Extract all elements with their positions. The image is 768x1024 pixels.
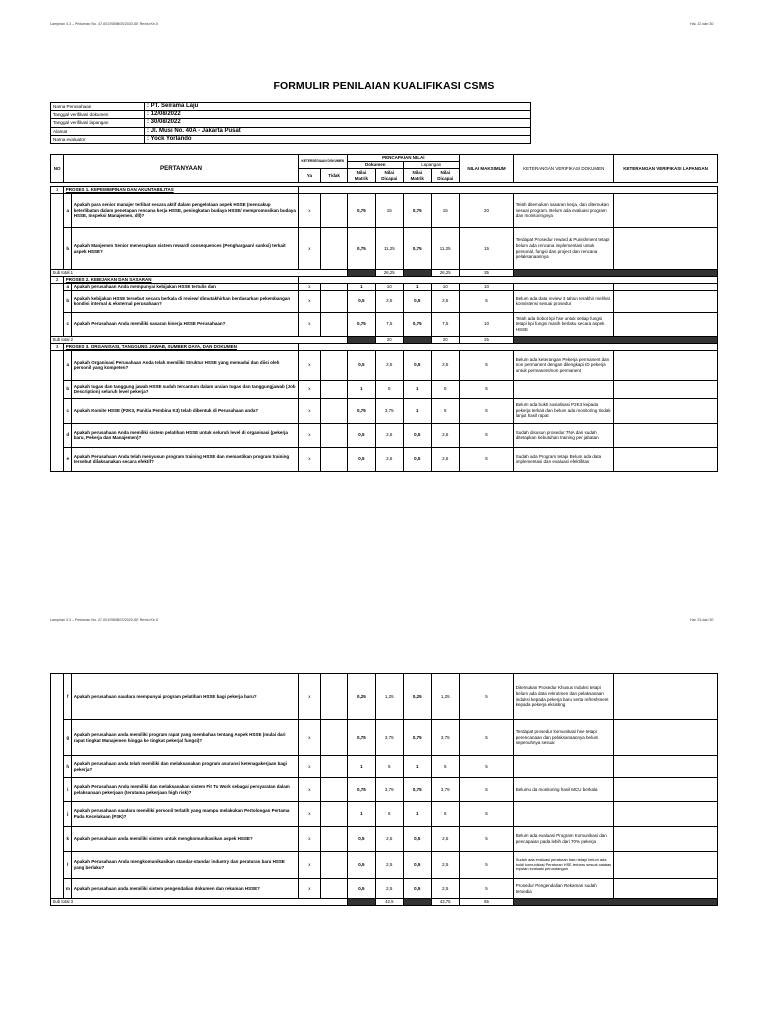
nilai-matrik: 0,75: [347, 228, 375, 270]
row-letter: b: [64, 228, 72, 270]
nilai-matrik: 0,75: [347, 778, 375, 802]
nilai-maksimum: 5: [459, 674, 514, 720]
row-letter: c: [64, 398, 72, 423]
keterangan-lapangan: [614, 447, 718, 471]
tidak-mark: [321, 228, 348, 270]
header-ya: Ya: [298, 169, 321, 183]
ya-mark: x: [298, 350, 321, 380]
row-letter: i: [64, 778, 72, 802]
nilai-dicapai: 2,5: [431, 350, 459, 380]
table-row: [51, 194, 718, 228]
nilai-dicapai: 5: [431, 802, 459, 827]
tidak-mark: [321, 350, 348, 380]
keterangan-dokumen: Belumu da monitoring hasil MCU berkala: [514, 778, 614, 802]
nilai-dicapai: 2,5: [375, 423, 403, 447]
tidak-mark: [321, 312, 348, 336]
header-pertanyaan: PERTANYAAN: [64, 155, 298, 183]
nilai-matrik: 1: [403, 756, 431, 778]
nilai-dicapai: 1,25: [375, 674, 403, 720]
nilai-dicapai: 15: [431, 194, 459, 228]
nilai-matrik: 0,75: [403, 778, 431, 802]
info-row: [51, 119, 531, 127]
keterangan-dokumen: Belum ada evaluasi Program Komunikasi dan pencapaian pada lebih dari 70% pekerja: [514, 827, 614, 852]
table-row: [51, 398, 718, 423]
tidak-mark: [321, 879, 348, 899]
keterangan-lapangan: [614, 228, 718, 270]
row-letter: h: [64, 756, 72, 778]
keterangan-dokumen: Telah ada bobot kpi hse untuk setiap fungsi tetapi kpi fungsi masih berlaku secara aspek HSSE: [514, 312, 614, 336]
question-text: Apakah perusahaan saudara memiliki personil terlatih yang mampu melakukan Pertolongan Pertama Pada Kecelakaan (P3K)?: [72, 802, 298, 827]
nilai-matrik: 0,5: [347, 879, 375, 899]
section-title: PROSES 2. KEBIJAKAN DAN SASARAN: [64, 277, 298, 284]
info-label: Alamat: [51, 127, 145, 135]
nilai-dicapai: 7,5: [375, 312, 403, 336]
page-header-left: Lampiran 3.3 – Pedoman No. 47-001/SB0B0S/2020-SE Revisi Ke-0: [50, 618, 159, 622]
nilai-dicapai: 1,25: [431, 674, 459, 720]
subtotal-dicapai: 26,25: [375, 270, 403, 277]
keterangan-dokumen: Belum ada data review 3 tahun terakhir melihat konsistensi sesuai prosedur: [514, 290, 614, 312]
header-nilai-dicapai: Nilai Dicapai: [375, 169, 403, 183]
subtotal-label: Sub total 1: [51, 270, 348, 277]
page-number: Hal. 22 dari 30: [690, 22, 714, 26]
tidak-mark: [321, 802, 348, 827]
subtotal-row: [51, 899, 718, 906]
row-letter: l: [64, 852, 72, 879]
keterangan-dokumen: Prosedur Pengendalian Rekaman sudah tersedia: [514, 879, 614, 899]
info-row: [51, 135, 531, 143]
nilai-matrik: 0,5: [403, 879, 431, 899]
keterangan-dokumen: Belum ada bukti sosialisasi P2K3 kepada pekerja terkait dan belum ada monitoring tindak lanjut hasil rapat: [514, 398, 614, 423]
nilai-dicapai: 15: [375, 194, 403, 228]
table-row: [51, 284, 718, 291]
nilai-dicapai: 5: [431, 380, 459, 398]
tidak-mark: [321, 720, 348, 756]
keterangan-lapangan: [614, 879, 718, 899]
nilai-dicapai: 2,5: [431, 290, 459, 312]
question-text: Apakah Komite HSSE (P2K3, Panitia Pembina K3) telah dibentuk di Perusahaan anda?: [72, 398, 298, 423]
info-row: [51, 111, 531, 119]
table-row: [51, 802, 718, 827]
question-text: Apakah Manjemen Senior menerapkan sistem reward/ consequences (Penghargaan/ sanksi) terkait aspek HSSE?: [72, 228, 298, 270]
nilai-matrik: 0,5: [347, 827, 375, 852]
header-lapangan: Lapangan: [403, 162, 459, 169]
header-pencapaian: PENCAPAIAN NILAI: [347, 155, 459, 162]
keterangan-dokumen: Sudah ada Program tetapi Belum ada data implementasi dan evaluasi efektifitas: [514, 447, 614, 471]
header-nilai-matrik: Nilai Matrik: [347, 169, 375, 183]
nilai-matrik: 0,25: [403, 674, 431, 720]
subtotal-row: [51, 270, 718, 277]
nilai-matrik: 0,5: [403, 423, 431, 447]
tidak-mark: [321, 284, 348, 291]
nilai-dicapai: 2,5: [431, 879, 459, 899]
nilai-matrik: 1: [403, 398, 431, 423]
nilai-dicapai: 10: [375, 284, 403, 291]
nilai-matrik: 0,75: [403, 312, 431, 336]
tidak-mark: [321, 423, 348, 447]
question-text: Apakah perusahaan anda memiliki program rapat yang membahas tentang Aspek HSSE (mulai dari rapat tingkat Manajemen hingga ke tingkat pekerja/ fungsi)?: [72, 720, 298, 756]
ya-mark: x: [298, 756, 321, 778]
row-no-cell: [51, 674, 64, 899]
keterangan-lapangan: [614, 802, 718, 827]
nilai-maksimum: 5: [459, 852, 514, 879]
section-number: 3: [51, 343, 64, 350]
ya-mark: x: [298, 720, 321, 756]
nilai-maksimum: 10: [459, 284, 514, 291]
tidak-mark: [321, 290, 348, 312]
subtotal-label: Sub total 3: [51, 899, 348, 906]
nilai-dicapai: 2,5: [431, 423, 459, 447]
nilai-matrik: 0,5: [403, 827, 431, 852]
ya-mark: x: [298, 827, 321, 852]
nilai-matrik: 1: [347, 802, 375, 827]
ya-mark: x: [298, 423, 321, 447]
section-filler: [298, 277, 717, 284]
question-text: Apakah perusahaan anda memiliki sistem pengendalian dokumen dan rekaman HSSE?: [72, 879, 298, 899]
question-text: Apakah perusahaan anda telah memiliki dan melaksanakan program asuransi ketenagakerjaan bagi pekerja?: [72, 756, 298, 778]
keterangan-lapangan: [614, 284, 718, 291]
nilai-dicapai: 2,5: [375, 827, 403, 852]
table-row: [51, 380, 718, 398]
nilai-matrik: 0,75: [347, 194, 375, 228]
keterangan-dokumen: Belum ada keterangan Pekerja permanent dan non permanent dengan dilengkapi ID pekerja untuk permanent/non permanent: [514, 350, 614, 380]
ya-mark: x: [298, 802, 321, 827]
tidak-mark: [321, 398, 348, 423]
section-number: 1: [51, 187, 64, 194]
nilai-maksimum: 5: [459, 380, 514, 398]
nilai-maksimum: 5: [459, 423, 514, 447]
section-number: 2: [51, 277, 64, 284]
nilai-dicapai: 11,25: [431, 228, 459, 270]
keterangan-lapangan: [614, 350, 718, 380]
nilai-maksimum: 5: [459, 720, 514, 756]
nilai-dicapai: 2,5: [375, 879, 403, 899]
keterangan-lapangan: [614, 852, 718, 879]
subtotal-dark-cell: [514, 899, 718, 906]
nilai-matrik: 1: [347, 284, 375, 291]
subtotal-dicapai: 26,25: [431, 270, 459, 277]
ya-mark: x: [298, 380, 321, 398]
keterangan-lapangan: [614, 380, 718, 398]
form-title: FORMULIR PENILAIAN KUALIFIKASI CSMS: [273, 80, 495, 92]
question-text: Apakah Organisasi Perusahaan Anda telah memiliki Struktur HSSE yang memadai dan diisi oleh personil yang kompeten?: [72, 350, 298, 380]
table-row: [51, 350, 718, 380]
nilai-matrik: 0,5: [347, 852, 375, 879]
nilai-matrik: 0,5: [347, 350, 375, 380]
assessment-table-page1: [50, 154, 718, 472]
question-text: Apakah perusahaan Anda memiliki sistem pelatihan HSSE untuk seluruh level di organisasi (pekerja baru, Pekerja dan Manajemen)?: [72, 423, 298, 447]
info-value: : 30/08/2022: [145, 119, 531, 127]
question-text: Apakah Perusahaan Anda mengkomunikasikan standar-standar industry dan peraturan baru HSSE yang berlaku?: [72, 852, 298, 879]
info-value: : Yock Yorlando: [145, 135, 531, 143]
keterangan-lapangan: [614, 720, 718, 756]
ya-mark: x: [298, 228, 321, 270]
nilai-matrik: 0,5: [403, 290, 431, 312]
ya-mark: x: [298, 447, 321, 471]
row-letter: f: [64, 674, 72, 720]
nilai-matrik: 0,5: [347, 423, 375, 447]
header-ket-dokumen: KETERANGAN VERIFIKASI DOKUMEN: [514, 155, 614, 183]
nilai-dicapai: 3,75: [375, 778, 403, 802]
keterangan-dokumen: Terdapat Prosedur reward & Punishment tetapi belum ada rencana implementasi untuk personal, fungsi dan project dan rencana pelaksanaannya: [514, 228, 614, 270]
info-label: Tanggal verifikasi dokumen: [51, 111, 145, 119]
nilai-matrik: 0,5: [347, 290, 375, 312]
tidak-mark: [321, 827, 348, 852]
row-letter: b: [64, 290, 72, 312]
keterangan-dokumen: Sudah ada evaluasi peraturan baru tetapi belum ada bukti komunikasi Peraturan HSE terbaru sesuai catatan inputan evaluasi perundangan: [514, 852, 614, 879]
keterangan-lapangan: [614, 674, 718, 720]
ya-mark: x: [298, 290, 321, 312]
nilai-dicapai: 2,5: [431, 827, 459, 852]
question-text: Apakah Perusahaan Anda telah menyusun program training HSSE dan memastikan program training tersebut dilaksanakan secara efektif?: [72, 447, 298, 471]
nilai-maksimum: 20: [459, 194, 514, 228]
ya-mark: x: [298, 674, 321, 720]
nilai-matrik: 0,75: [403, 720, 431, 756]
subtotal-dark-cell: [514, 336, 718, 343]
keterangan-dokumen: Ditemukan Prosedur Khusus Induksi tetapi belum ada data rekrutmen dan pelaksanaan induksi kepada pekerja baru serta refreshment kepada pekerja eksisting: [514, 674, 614, 720]
nilai-dicapai: 2,5: [375, 290, 403, 312]
ya-mark: x: [298, 778, 321, 802]
row-letter: a: [64, 284, 72, 291]
table-row: [51, 228, 718, 270]
nilai-dicapai: 3,75: [431, 720, 459, 756]
row-letter: c: [64, 312, 72, 336]
subtotal-dark-cell: [514, 270, 718, 277]
subtotal-dark-cell: [403, 336, 431, 343]
keterangan-dokumen: Terdapat prosedur komunikasi hse tetapi perencanaan dan pelaksanaannya belum sepenuhnya sesuai: [514, 720, 614, 756]
nilai-matrik: 0,75: [347, 312, 375, 336]
subtotal-dark-cell: [403, 899, 431, 906]
subtotal-dicapai: 43,75: [431, 899, 459, 906]
nilai-maksimum: 5: [459, 756, 514, 778]
ya-mark: x: [298, 312, 321, 336]
table-row: [51, 827, 718, 852]
nilai-matrik: 1: [347, 380, 375, 398]
header-nilai-dicapai: Nilai Dicapai: [431, 169, 459, 183]
subtotal-maksimum: 65: [459, 899, 514, 906]
nilai-maksimum: 5: [459, 827, 514, 852]
question-text: Apakah perusahaan anda memiliki sistem untuk mengkomunikasikan aspek HSSE?: [72, 827, 298, 852]
nilai-dicapai: 5: [431, 756, 459, 778]
ya-mark: x: [298, 852, 321, 879]
nilai-dicapai: 3,75: [431, 778, 459, 802]
subtotal-dicapai: 42,5: [375, 899, 403, 906]
row-letter: a: [64, 194, 72, 228]
nilai-dicapai: 10: [431, 284, 459, 291]
question-text: Apakah perusahaan Anda mempunyai kebijakan HSSE tertulis dan: [72, 284, 298, 291]
row-no-cell: [51, 194, 64, 270]
nilai-maksimum: 5: [459, 879, 514, 899]
ya-mark: x: [298, 194, 321, 228]
question-text: Apakah kebijakan HSSE tersebut secara berkala di review/ dimutakhirkan berdasarkan pekembangan kondisi internal & eksternal perusahaan?: [72, 290, 298, 312]
tidak-mark: [321, 674, 348, 720]
table-row: [51, 720, 718, 756]
info-row: [51, 127, 531, 135]
question-text: Apakah perusahaan saudara mempunyai program pelatihan HSSE bagi pekerja baru?: [72, 674, 298, 720]
nilai-matrik: 0,5: [403, 852, 431, 879]
nilai-dicapai: 2,5: [375, 447, 403, 471]
section-title: PROSES 1. KEPEMIMPINAN DAN AKUNTABILITAS: [64, 187, 298, 194]
info-label: Nama evaluator: [51, 135, 145, 143]
nilai-dicapai: 2,5: [431, 447, 459, 471]
table-row: [51, 674, 718, 720]
header-nilai-matrik: Nilai Matrik: [403, 169, 431, 183]
nilai-matrik: 0,75: [403, 194, 431, 228]
tidak-mark: [321, 447, 348, 471]
info-label: Nama Perusahaan: [51, 103, 145, 111]
nilai-maksimum: 10: [459, 312, 514, 336]
nilai-matrik: 1: [403, 380, 431, 398]
keterangan-lapangan: [614, 398, 718, 423]
subtotal-dark-cell: [347, 270, 375, 277]
subtotal-dark-cell: [403, 270, 431, 277]
row-no-cell: [51, 284, 64, 337]
tidak-mark: [321, 194, 348, 228]
table-row: [51, 290, 718, 312]
tidak-mark: [321, 756, 348, 778]
keterangan-lapangan: [614, 827, 718, 852]
subtotal-label: Sub total 2: [51, 336, 348, 343]
nilai-dicapai: 5: [431, 398, 459, 423]
nilai-maksimum: 5: [459, 350, 514, 380]
table-row: [51, 879, 718, 899]
nilai-matrik: 0,5: [347, 447, 375, 471]
tidak-mark: [321, 852, 348, 879]
info-value: : Jl. Musi No. 40A - Jakarta Pusat: [145, 127, 531, 135]
keterangan-lapangan: [614, 290, 718, 312]
keterangan-lapangan: [614, 194, 718, 228]
table-row: [51, 756, 718, 778]
header-dokumen: Dokumen: [347, 162, 403, 169]
question-text: Apakah tugas dan tanggung jawab HSSE sudah tercantum dalam uraian tugas dan tanggungjawab (Job Description) seluruh level pekerja?: [72, 380, 298, 398]
ya-mark: x: [298, 284, 321, 291]
row-no-cell: [51, 350, 64, 471]
row-letter: e: [64, 447, 72, 471]
keterangan-lapangan: [614, 423, 718, 447]
row-letter: d: [64, 423, 72, 447]
keterangan-dokumen: Sudah disusun prosedur TNA dan sudah ditetapkan kebutuhan training per jabatan: [514, 423, 614, 447]
row-letter: j: [64, 802, 72, 827]
row-letter: g: [64, 720, 72, 756]
nilai-maksimum: 5: [459, 447, 514, 471]
keterangan-lapangan: [614, 312, 718, 336]
page-number: Hal. 23 dari 30: [690, 618, 714, 622]
row-letter: k: [64, 827, 72, 852]
header-tidak: Tidak: [321, 169, 348, 183]
subtotal-dicapai: 20: [431, 336, 459, 343]
nilai-maksimum: 5: [459, 290, 514, 312]
nilai-matrik: 1: [403, 284, 431, 291]
info-row: [51, 103, 531, 111]
page-header-left: Lampiran 3.3 – Pedoman No. 47-001/SB0B0S/2020-SE Revisi Ke-0: [50, 22, 159, 26]
table-row: [51, 852, 718, 879]
nilai-dicapai: 7,5: [431, 312, 459, 336]
nilai-maksimum: 5: [459, 398, 514, 423]
nilai-dicapai: 5: [375, 380, 403, 398]
row-letter: m: [64, 879, 72, 899]
nilai-maksimum: 5: [459, 802, 514, 827]
keterangan-dokumen: [514, 284, 614, 291]
tidak-mark: [321, 778, 348, 802]
tidak-mark: [321, 380, 348, 398]
nilai-matrik: 0,5: [403, 447, 431, 471]
table-row: [51, 423, 718, 447]
info-value: : PT. Seirama Laju: [145, 103, 531, 111]
nilai-dicapai: 2,5: [375, 852, 403, 879]
keterangan-lapangan: [614, 756, 718, 778]
nilai-dicapai: 2,5: [431, 852, 459, 879]
subtotal-dark-cell: [347, 899, 375, 906]
nilai-matrik: 0,75: [347, 398, 375, 423]
company-info-table: [50, 102, 531, 144]
question-text: Apakah Perusahaan Anda memiliki dan melaksanakan sistem Fit To Work sebagai persyaratan dalam pelaksanaan pekerjaan (terutama pekerjaan high risk)?: [72, 778, 298, 802]
nilai-matrik: 1: [347, 756, 375, 778]
nilai-matrik: 0,75: [403, 228, 431, 270]
nilai-dicapai: 5: [375, 756, 403, 778]
section-filler: [298, 343, 717, 350]
nilai-maksimum: 5: [459, 778, 514, 802]
nilai-matrik: 0,25: [347, 674, 375, 720]
question-text: Apakah Perusahaan Anda memiliki sasaran kinerja HSSE Perusahaan?: [72, 312, 298, 336]
section-filler: [298, 187, 717, 194]
subtotal-maksimum: 25: [459, 336, 514, 343]
table-row: [51, 447, 718, 471]
nilai-dicapai: 2,5: [375, 350, 403, 380]
nilai-maksimum: 15: [459, 228, 514, 270]
nilai-dicapai: 11,25: [375, 228, 403, 270]
keterangan-dokumen: [514, 380, 614, 398]
ya-mark: x: [298, 398, 321, 423]
ya-mark: x: [298, 879, 321, 899]
table-row: [51, 778, 718, 802]
keterangan-lapangan: [614, 778, 718, 802]
nilai-matrik: 0,5: [403, 350, 431, 380]
header-nilai-maksimum: NILAI MAKSIMUM: [459, 155, 514, 183]
nilai-dicapai: 3,75: [375, 398, 403, 423]
question-text: Apakah para senior manajer terlibat secara aktif dalam pengelolaan aspek HSSE (mencakup keterlibatan dalam penetapan rencana kerja HSSE, peningkatan budaya HSSE/ mempromosikan budaya HSSE, Inspeksi Manajemen, dll)?: [72, 194, 298, 228]
section-title: PROSES 3. ORGANISASI, TANGGUNG JAWAB, SUMBER DAYA, DAN DOKUMEN: [64, 343, 298, 350]
nilai-dicapai: 3,75: [375, 720, 403, 756]
info-value: : 12/08/2022: [145, 111, 531, 119]
header-ket-lapangan: KETERANGAN VERIFIKASI LAPANGAN: [614, 155, 718, 183]
row-letter: b: [64, 380, 72, 398]
table-row: [51, 312, 718, 336]
row-letter: a: [64, 350, 72, 380]
subtotal-dicapai: 20: [375, 336, 403, 343]
nilai-matrik: 1: [403, 802, 431, 827]
nilai-matrik: 0,75: [347, 720, 375, 756]
nilai-dicapai: 5: [375, 802, 403, 827]
keterangan-dokumen: Telah ditemukan sasaran kerja, dan ditemukan sesuai program. Belum ada evaluasi program dan monitoringnya: [514, 194, 614, 228]
subtotal-row: [51, 336, 718, 343]
info-label: Tanggal verifikasi lapangan: [51, 119, 145, 127]
subtotal-dark-cell: [347, 336, 375, 343]
subtotal-maksimum: 35: [459, 270, 514, 277]
keterangan-dokumen: [514, 756, 614, 778]
assessment-table-page2: [50, 673, 718, 906]
keterangan-dokumen: [514, 802, 614, 827]
header-ketersediaan: KETERSEDIAAN DOKUMEN: [298, 155, 347, 169]
header-no: NO: [51, 155, 64, 183]
